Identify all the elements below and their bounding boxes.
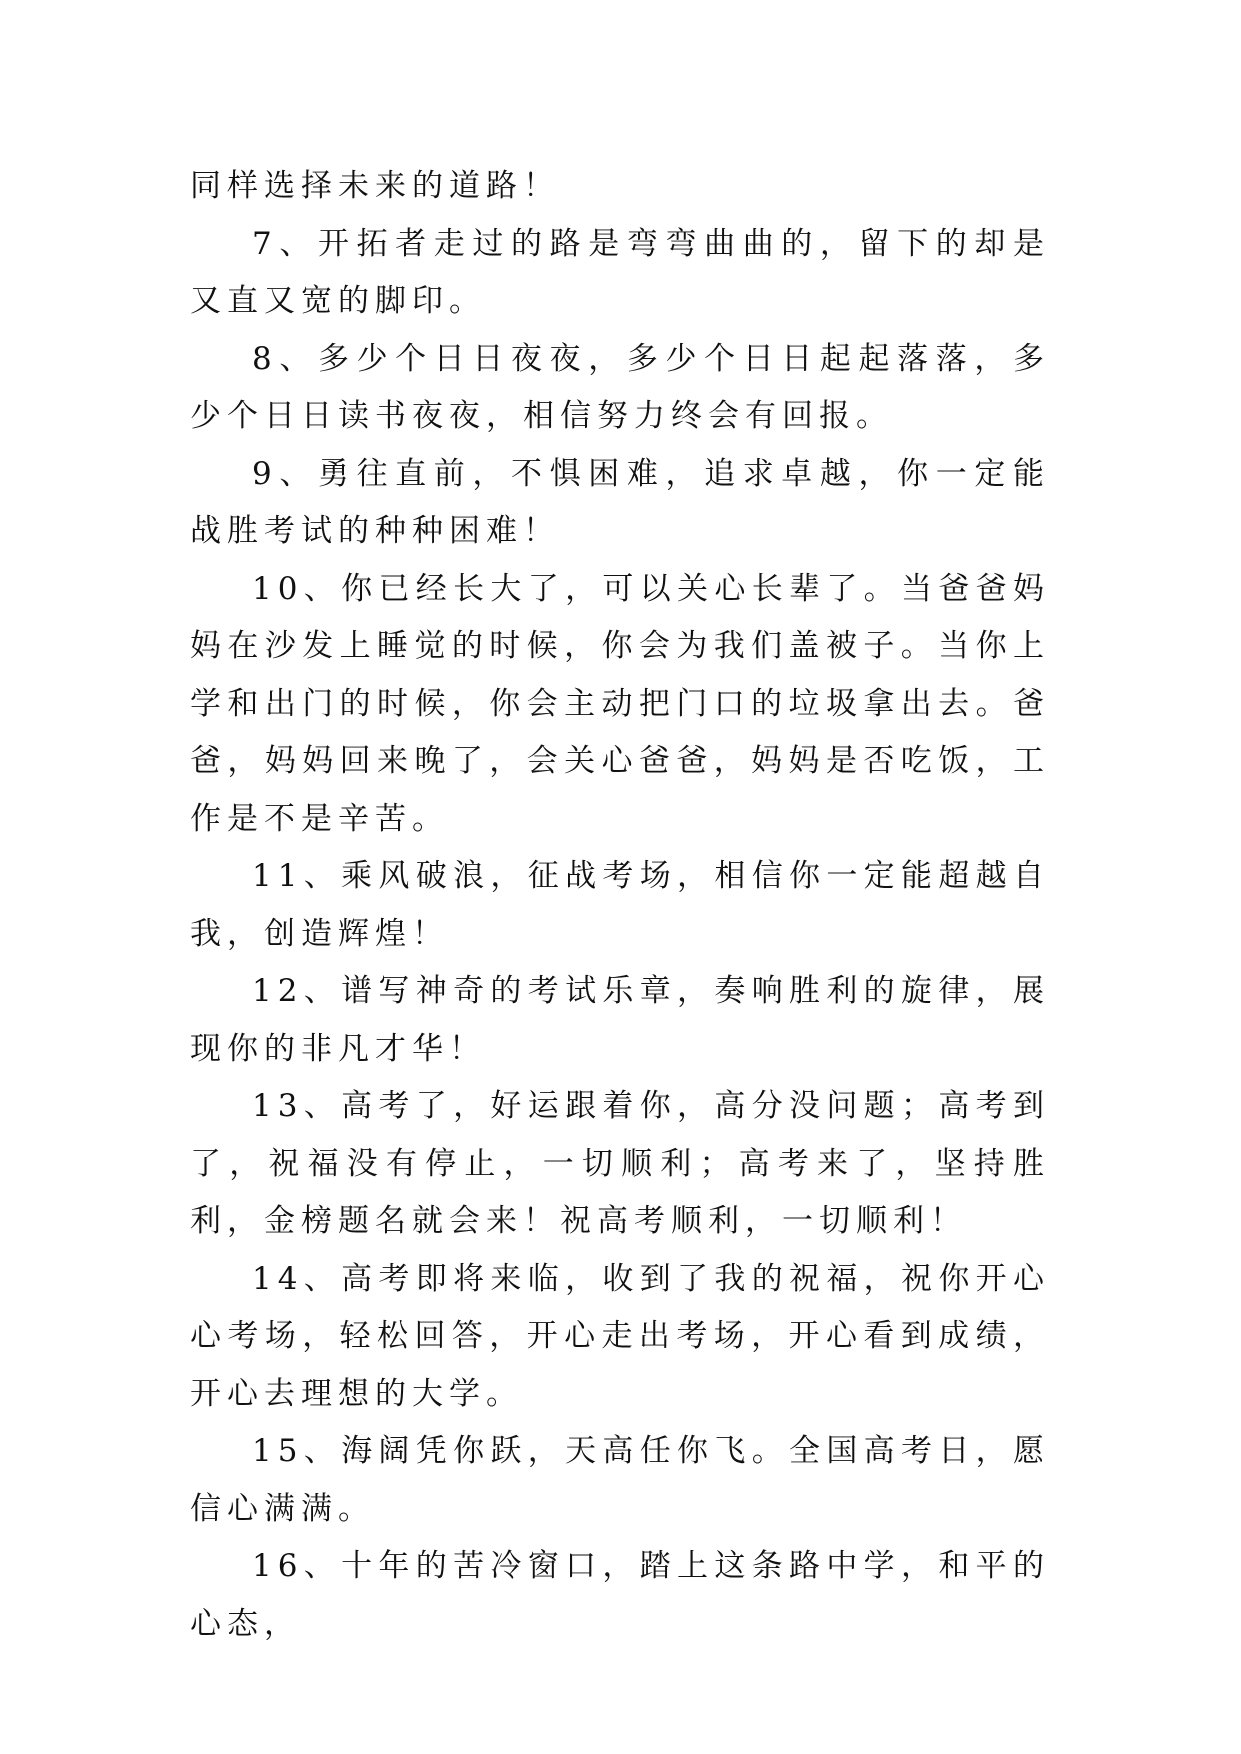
paragraph: 同样选择未来的道路！ [190, 168, 560, 204]
paragraph: 13、高考了，好运跟着你，高分没问题；高考到了，祝福没有停止，一切顺利；高考来了，坚持胜利，金榜题名就会来！祝高考顺利，一切顺利！ [190, 1088, 1050, 1239]
document-body [190, 158, 1050, 1653]
paragraph: 14、高考即将来临，收到了我的祝福，祝你开心心考场，轻松回答，开心走出考场，开心看到成绩，开心去理想的大学。 [190, 1260, 1050, 1412]
paragraph: 15、海阔凭你跃，天高任你飞。全国高考日，愿信心满满。 [190, 1433, 1050, 1527]
paragraph: 11、乘风破浪，征战考场，相信你一定能超越自我，创造辉煌！ [190, 858, 1050, 952]
paragraph: 10、你已经长大了，可以关心长辈了。当爸爸妈妈在沙发上睡觉的时候，你会为我们盖被子。当你上学和出门的时候，你会主动把门口的垃圾拿出去。爸爸，妈妈回来晚了，会关心爸爸，妈妈是否吃饭，工作是不是辛苦。 [190, 570, 1050, 837]
paragraph: 9、勇往直前，不惧困难，追求卓越，你一定能战胜考试的种种困难！ [190, 455, 1050, 549]
paragraph: 12、谱写神奇的考试乐章，奏响胜利的旋律，展现你的非凡才华！ [190, 973, 1050, 1067]
paragraph: 8、多少个日日夜夜，多少个日日起起落落，多少个日日读书夜夜，相信努力终会有回报。 [190, 340, 1050, 434]
paragraph: 16、十年的苦冷窗口，踏上这条路中学，和平的心态， [190, 1548, 1050, 1642]
paragraph: 7、开拓者走过的路是弯弯曲曲的，留下的却是又直又宽的脚印。 [190, 225, 1050, 319]
